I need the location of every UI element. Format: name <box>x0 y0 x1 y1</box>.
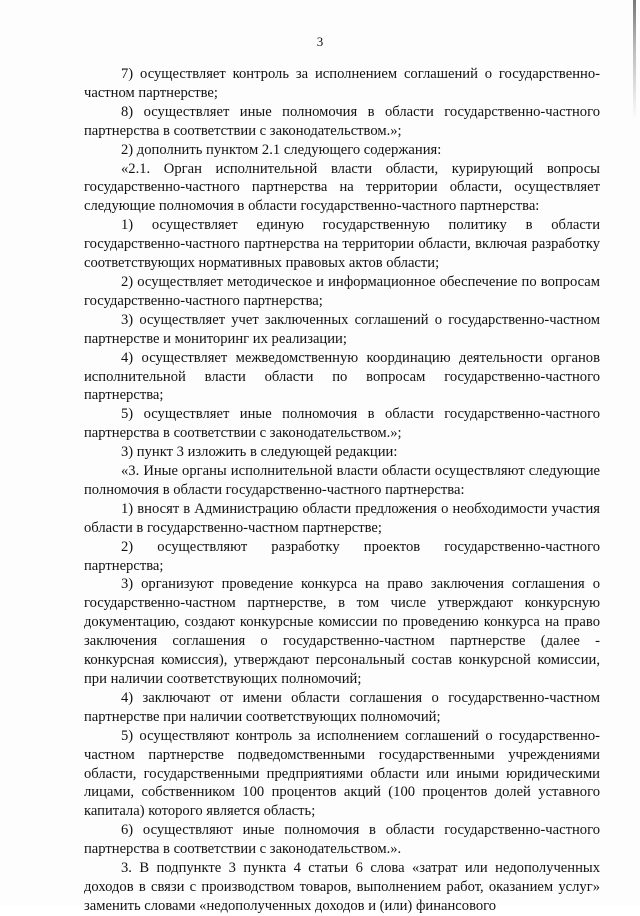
paragraph: 2) осуществляют разработку проектов государственно-частного партнерства; <box>84 538 600 574</box>
paragraph: 4) осуществляет межведомственную координацию деятельности органов исполнительной власти области по вопросам государственно-частного партнерства; <box>84 349 600 404</box>
paragraph: 3) осуществляет учет заключенных соглашений о государственно-частном партнерстве и мониторинг их реализации; <box>84 311 600 347</box>
paragraph: 5) осуществляют контроль за исполнением соглашений о государственно-частном партнерстве подведомственными государственными учреждениями области, государственными предприятиями области или иными юридическими лицами, собственником 100 процентов акций (100 процентов долей уставного капитала) которого является область; <box>84 727 600 820</box>
paragraph: 3. В подпункте 3 пункта 4 статьи 6 слова «затрат или недополученных доходов в связи с производством товаров, выполнением работ, оказанием услуг» заменить словами «недополученных доходов и (или) финансового <box>84 860 600 914</box>
paragraph: 5) осуществляет иные полномочия в области государственно-частного партнерства в соответствии с законодательством.»; <box>84 406 600 442</box>
paragraph: 3) пункт 3 изложить в следующей редакции: <box>121 444 398 461</box>
paragraph: 7) осуществляет контроль за исполнением соглашений о государственно-частном партнерстве; <box>84 66 600 101</box>
page-number: 3 <box>316 34 324 49</box>
paragraph: «3. Иные органы исполнительной власти области осуществляют следующие полномочия в области государственно-частного партнерства: <box>84 463 600 498</box>
paragraph: 6) осуществляют иные полномочия в области государственно-частного партнерства в соответствии с законодательством.». <box>84 822 600 858</box>
paragraph: 2) осуществляет методическое и информационное обеспечение по вопросам государственно-частного партнерства; <box>84 273 600 309</box>
paragraph: «2.1. Орган исполнительной власти области, курирующий вопросы государственно-частного партнерства на территории области, осуществляет следующие полномочия в области государственно-частного партнерства: <box>84 160 600 215</box>
paragraph: 1) вносят в Администрацию области предложения о необходимости участия области в государственно-частном партнерстве; <box>84 500 600 536</box>
scan-edge-mark <box>633 0 636 120</box>
paragraph: 1) осуществляет единую государственную политику в области государственно-частного партнерства на территории области, включая разработку соответствующих нормативных правовых актов области; <box>84 217 600 272</box>
paragraph: 3) организуют проведение конкурса на право заключения соглашения о государственно-частном партнерстве, в том числе утверждают конкурсную документацию, создают конкурсные комиссии по проведению конкурса на право заключения соглашения о государственно-частном партнерстве (далее - конкурсная комиссия), утверждают персональный состав конкурсной комиссии, при наличии соответствующих полномочий; <box>84 576 600 687</box>
paragraph: 2) дополнить пунктом 2.1 следующего содержания: <box>121 141 442 158</box>
paragraph: 4) заключают от имени области соглашения о государственно-частном партнерстве при наличии соответствующих полномочий; <box>84 689 600 725</box>
paragraph: 8) осуществляет иные полномочия в области государственно-частного партнерства в соответствии с законодательством.»; <box>84 103 600 139</box>
document-body <box>84 65 600 916</box>
